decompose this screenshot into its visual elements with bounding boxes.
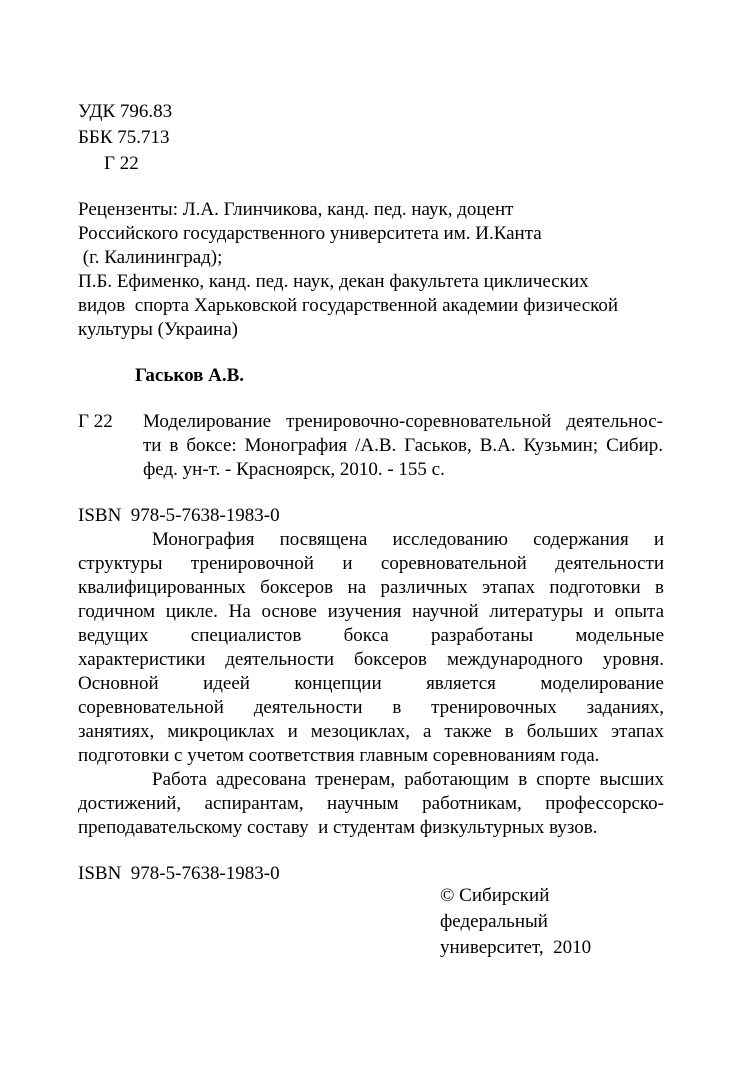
abstract-line: структуры тренировочной и соревновательной деятельности — [78, 553, 664, 574]
abstract-line: годичном цикле. На основе изучения научной литературы и опыта — [78, 601, 664, 622]
copyright-line: федеральный — [440, 911, 548, 932]
reviewers-line: видов спорта Харьковской государственной академии физической — [78, 295, 619, 316]
udk-code: УДК 796.83 — [78, 101, 173, 122]
abstract-line: соревновательной деятельности в тренировочных заданиях, — [78, 697, 664, 718]
reviewers-line: Рецензенты: Л.А. Глинчикова, канд. пед. наук, доцент — [78, 199, 514, 220]
author-name: Гаськов А.В. — [135, 365, 245, 386]
entry-mark: Г 22 — [78, 411, 113, 432]
reviewers-line: Российского государственного университета им. И.Канта — [78, 223, 542, 244]
bbk-code: ББК 75.713 — [78, 127, 170, 148]
abstract-line: характеристики деятельности боксеров международного уровня. — [78, 649, 664, 670]
reviewers-line: П.Б. Ефименко, канд. пед. наук, декан факультета циклических — [78, 271, 589, 292]
copyright-line: © Сибирский — [440, 885, 550, 906]
isbn-bottom: ISBN 978-5-7638-1983-0 — [78, 863, 280, 884]
author-mark: Г 22 — [104, 153, 139, 174]
abstract-line: преподавательскому составу и студентам физкультурных вузов. — [78, 817, 598, 838]
entry-line: фед. ун-т. - Красноярск, 2010. - 155 с. — [143, 459, 445, 480]
copyright-line: университет, 2010 — [440, 937, 592, 958]
entry-line: Моделирование тренировочно-соревновательной деятельнос- — [143, 411, 663, 432]
reviewers-line: культуры (Украина) — [78, 319, 238, 340]
entry-line: ти в боксе: Монография /А.В. Гаськов, В.А. Кузьмин; Сибир. — [143, 435, 663, 456]
reviewers-line: (г. Калининград); — [78, 247, 223, 268]
abstract-line: Монография посвящена исследованию содержания и — [152, 529, 664, 550]
abstract-line: квалифицированных боксеров на различных этапах подготовки в — [78, 577, 664, 598]
abstract-line: занятиях, микроциклах и мезоциклах, а также в больших этапах — [78, 721, 664, 742]
abstract-line: подготовки с учетом соответствия главным соревнованиям года. — [78, 745, 600, 766]
abstract-line: Работа адресована тренерам, работающим в спорте высших — [152, 769, 664, 790]
isbn-top: ISBN 978-5-7638-1983-0 — [78, 505, 280, 526]
abstract-line: ведущих специалистов бокса разработаны модельные — [78, 625, 664, 646]
abstract-line: достижений, аспирантам, научным работникам, профессорско- — [78, 793, 664, 814]
abstract-line: Основной идеей концепции является моделирование — [78, 673, 664, 694]
